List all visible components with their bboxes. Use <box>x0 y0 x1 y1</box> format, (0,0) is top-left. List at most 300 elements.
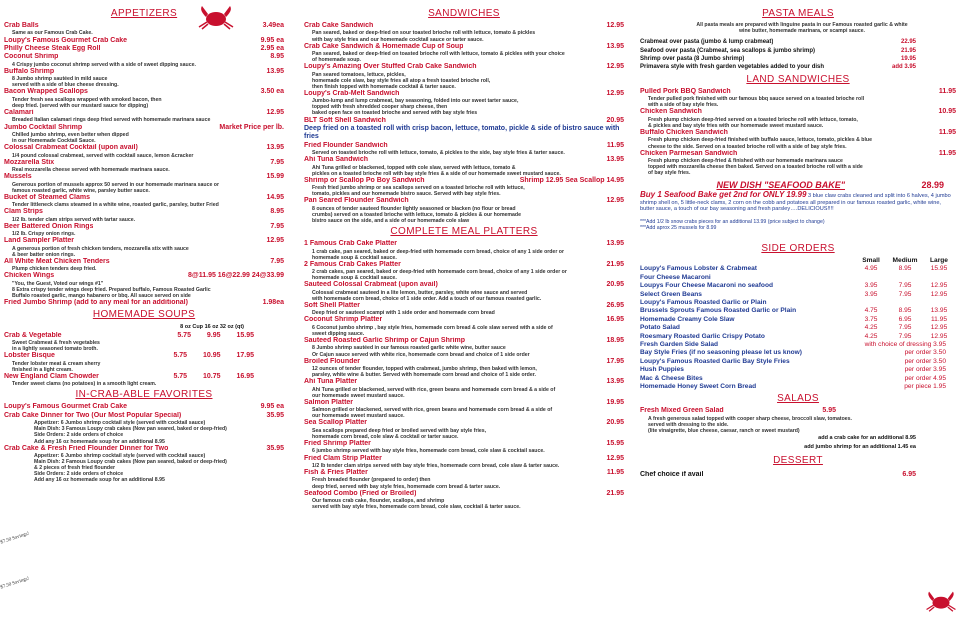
menu-item-desc: famous roasted garlic, white wine, parsley butter sauce. <box>12 187 150 194</box>
soup-desc: Tender lobster meat & cream sherry <box>12 360 101 367</box>
side-order-price <box>888 274 922 282</box>
pasta-header: PASTA MEALS <box>762 8 834 19</box>
menu-item-desc: Breaded Italian calamari rings deep fried served with homemade marinara sauce <box>12 117 211 124</box>
menu-item-name: Philly Cheese Steak Egg Roll <box>4 44 101 52</box>
side-order-name: Brussels Sprouts Famous Roasted Garlic or Plain <box>640 307 797 315</box>
side-order-price <box>854 274 888 282</box>
menu-item-price: 11.95 <box>938 149 956 157</box>
menu-item-desc: Tender pulled pork finished with our famous bbq sauce served on a toasted brioche roll <box>648 96 865 103</box>
side-order-row <box>640 291 956 299</box>
seafood-bake-promo <box>640 192 956 212</box>
side-order-price: per order 3.50 <box>904 349 946 357</box>
soup-list <box>4 323 284 387</box>
side-order-row <box>640 265 956 273</box>
menu-item-price: 8@11.95 16@22.99 24@33.99 <box>188 272 284 280</box>
menu-item-name: Beer Battered Onion Rings <box>4 222 94 230</box>
side-order-row <box>640 299 956 307</box>
menu-item-desc: homemade corn bread, cole slaw & cocktail or tarter sauce. <box>312 433 459 440</box>
menu-item-row <box>304 90 624 98</box>
side-order-name: Mac & Cheese Bites <box>640 374 703 382</box>
menu-item-name: Pan Seared Flounder Sandwich <box>304 197 409 205</box>
menu-item-row <box>640 55 956 63</box>
menu-item-desc: topped with fresh shredded cooper sharp cheese, then <box>312 104 448 111</box>
menu-item-desc: Deep fried or sauteed scampi with 1 side order and homemade corn bread <box>312 310 495 317</box>
favorite-detail: Appetizer: 6 Jumbo shrimp cocktail style (served with cocktail sauce) <box>34 420 206 427</box>
promo-text: 3 blue claw crabs cleaned and split into 6 halves, 4 jumbo shrimp shell on, 5 little-neck clams, 2 corn on the cobb and potatoes all prepared in our famous roasted garlic, white wine, butter sauce, a touch of our bay seasoning and fresh parsley….DELICIOUS!!!! <box>640 193 951 213</box>
soup-name: Lobster Bisque <box>4 352 55 360</box>
side-orders-table <box>640 257 956 392</box>
menu-item-desc: Same as our Famous Crab Cake. <box>12 30 93 37</box>
menu-item-price: 7.95 <box>270 222 284 230</box>
menu-item-row <box>304 490 624 498</box>
pasta-intro <box>640 22 956 34</box>
salad-desc: served with dressing to the side. <box>648 421 729 428</box>
menu-item-name: Shrimp or Scallop Po Boy Sandwich <box>304 176 425 184</box>
menu-item-desc: cheese to the side. Served on a toasted brioche roll with a side of bay style fries. <box>648 143 847 150</box>
menu-item-name: Mussels <box>4 173 32 181</box>
menu-item-row <box>4 68 284 76</box>
menu-item-name: Salmon Platter <box>304 398 354 406</box>
side-order-price: 8.95 <box>898 265 912 273</box>
menu-item-desc: Fresh plump chicken deep-fried finished with buffalo sauce, lettuce, tomato, pickles & blue <box>648 137 872 144</box>
side-order-price: 3.95 <box>864 290 878 298</box>
menu-item-row <box>304 469 624 477</box>
salad-section <box>640 407 956 451</box>
menu-item-row <box>4 45 284 53</box>
menu-item-name: Land Sampler Platter <box>4 237 75 245</box>
salad-addon-text: add jumbo shrimp for an additional 1.45 ea <box>804 443 916 450</box>
menu-item-price: Shrimp 12.95 Sea Scallop 14.95 <box>519 176 624 184</box>
side-order-price: per order 3.95 <box>904 366 946 374</box>
soup-row <box>4 352 284 360</box>
side-order-price: 8.95 <box>898 307 912 315</box>
menu-item-desc: then finish topped with homemade cocktail & tarter sauce. <box>312 83 456 90</box>
menu-item-desc: Fresh plump chicken deep-fried served on a toasted brioche roll with lettuce, tomato, <box>648 116 858 123</box>
soup-desc: in a lightly seasoned tomato broth. <box>12 346 98 353</box>
menu-item-price: add 3.95 <box>891 64 916 71</box>
menu-item-desc: tomato, pickles and our homemade bistro sauce. Served with bay style fries. <box>312 191 501 198</box>
side-order-name: Bay Style Fries (if no seasoning please let us know) <box>640 349 802 357</box>
menu-item-note: (add to any meal for an additional) <box>72 298 188 306</box>
menu-item-price: 13.95 <box>606 378 624 386</box>
menu-item-name: Crabmeat over pasta (jumbo & lump crabmeat) <box>640 39 774 46</box>
seafood-bake-price: 28.99 <box>921 180 944 191</box>
menu-item-price: 12.95 <box>266 237 284 245</box>
menu-item-price: 12.95 <box>606 22 624 29</box>
menu-item-name: Ahi Tuna Sandwich <box>304 156 369 164</box>
platter-list <box>304 240 624 510</box>
appetizers-header: APPETIZERS <box>110 8 178 19</box>
menu-item-name: Crab Cake Sandwich & Homemade Cup of Soup <box>304 42 464 50</box>
menu-item-name: 2 Famous Crab Cakes Platter <box>304 260 401 268</box>
menu-item-name: Chicken Sandwich <box>640 108 702 116</box>
menu-item-desc: Ahi Tuna grilled or blackened, served with rice, green beans and homemade corn bread & a side of <box>312 386 556 393</box>
menu-item-name: Bacon Wrapped Scallops <box>4 88 88 96</box>
menu-item-price: 12.95 <box>606 63 624 71</box>
menu-item-name: Sea Scallop Platter <box>304 419 368 427</box>
menu-column-left <box>4 6 284 484</box>
menu-item-desc: Sea scallops prepared deep fried or broiled served with bay style fries, <box>312 427 487 434</box>
menu-item-name: 1 Famous Crab Cake Platter <box>304 240 397 248</box>
side-order-row <box>640 282 956 290</box>
menu-item-name: Mozzarella Stix <box>4 158 55 166</box>
menu-item-name: Soft Shell Platter <box>304 301 361 309</box>
menu-item-desc: Real mozzarella cheese served with homemade marinara sauce. <box>12 167 170 173</box>
soup-prices: 5.75 9.95 15.95 <box>177 331 254 339</box>
menu-item-desc: bistro sauce on the side, and a side of our homemade cole slaw <box>312 218 470 225</box>
menu-item-row <box>304 63 624 71</box>
menu-item-name: Loupy's Amazing Over Stuffed Crab Cake Sandwich <box>304 63 477 71</box>
side-order-price: 3.95 <box>864 282 878 290</box>
side-order-price: 7.95 <box>898 324 912 332</box>
menu-item-name: Buffalo Shrimp <box>4 67 55 75</box>
side-order-row <box>640 383 956 391</box>
menu-item-row <box>4 272 284 280</box>
menu-item-row <box>4 173 284 181</box>
menu-item-price: 15.95 <box>606 440 624 447</box>
dessert-name: Chef choice if avail <box>640 470 704 478</box>
menu-item-name: Seafood Combo (Fried or Broiled) <box>304 489 417 497</box>
side-order-row <box>640 316 956 324</box>
promo-headline: Buy 1 Seafood Bake get 2nd for ONLY 19.99 <box>640 190 807 200</box>
menu-column-middle <box>304 6 624 510</box>
side-order-price: 4.75 <box>864 307 878 315</box>
menu-item-name: Coconut Shrimp Platter <box>304 316 383 324</box>
menu-item-name: Coconut Shrimp <box>4 53 59 61</box>
favorite-detail: Main Dish: 2 Famous Loupy crab cakes (Now pan seared, baked or deep-fried) <box>34 459 227 466</box>
sandwich-list <box>304 22 624 224</box>
menu-item-note: (Our Most Popular Special) <box>89 411 182 419</box>
menu-item-row <box>304 281 624 289</box>
menu-item-row <box>4 299 284 307</box>
side-order-row <box>640 366 956 374</box>
menu-item-price: 1.98ea <box>262 298 284 306</box>
menu-item-row <box>4 208 284 216</box>
menu-item-row <box>304 240 624 248</box>
menu-item-desc: parsley, white wine & butter. Served with homemade corn bread and choice of 1 side order. <box>312 372 536 379</box>
menu-item-desc: Buffalo roasted garlic, mango habanero or bbq. All sauce served on side <box>12 292 191 299</box>
menu-item-desc: 8 Jumbo shrimp sautéed in our famous roasted garlic white wine, butter sauce <box>312 345 506 352</box>
menu-item-price: 10.95 <box>938 108 956 116</box>
side-order-row <box>640 341 956 349</box>
menu-item-price: 8.95 <box>270 208 284 216</box>
side-order-price: 12.95 <box>930 332 948 340</box>
dessert-price: 6.95 <box>902 470 916 478</box>
seafood-bake-note: ***Add aprox 25 mussels for 8.99 <box>640 224 717 231</box>
menu-item-desc: Chilled jumbo shrimp, even better when dipped <box>12 131 129 138</box>
menu-item-name: Crab Cake Sandwich <box>304 22 374 29</box>
menu-item-desc: & pickles and bay style fries with our homemade sweet mustard sauce. <box>648 122 824 129</box>
menu-item-row <box>640 38 956 46</box>
menu-item-desc: with a side of bay style fries. <box>648 102 719 109</box>
side-order-name: Hush Puppies <box>640 366 684 374</box>
side-order-price <box>922 299 956 307</box>
menu-item-row <box>304 43 624 51</box>
menu-item-row <box>304 455 624 463</box>
menu-item-desc: 6 Coconut jumbo shrimp , bay style fries, homemade corn bread & cole slaw served with a side of <box>312 324 553 331</box>
menu-item-desc: in our Homemade Cocktail Sauce. <box>12 138 96 144</box>
side-order-price: 12.95 <box>930 282 948 290</box>
savings-tag: $7.50 Savings! <box>0 531 31 546</box>
menu-item-price: 20.95 <box>606 281 624 289</box>
menu-item-desc: Ahi Tuna grilled or blackened, topped with cole slaw, served with lettuce, tomato & <box>312 164 516 171</box>
menu-item-price: 14.95 <box>266 193 284 201</box>
menu-item-name: Sauteed Colossal Crabmeat (upon avail) <box>304 281 438 289</box>
menu-item-row <box>304 337 624 345</box>
menu-item-price: 9.95 ea <box>260 403 284 411</box>
side-order-price: 4.25 <box>864 324 878 332</box>
menu-item-desc: with bay style fries and our homemade cocktail sauce or tarter sauce. <box>312 36 484 43</box>
menu-item-row <box>4 445 284 453</box>
soup-name: New England Clam Chowder <box>4 372 99 380</box>
menu-item-desc: of homemade soup. <box>312 57 361 64</box>
menu-item-name: Crab Cake & Fresh Fried Flounder Dinner for Two <box>4 444 169 452</box>
favorite-detail: Add any 16 oz homemade soup for an additional 8.95 <box>34 477 165 484</box>
appetizer-list <box>4 22 284 307</box>
salad-desc: A fresh generous salad topped with cooper sharp cheese, broccoli slaw, tomatoes. <box>648 415 852 422</box>
menu-item-name: Sauteed Roasted Garlic Shrimp or Cajun Shrimp <box>304 337 466 345</box>
menu-item-price: 7.95 <box>270 257 284 265</box>
menu-item-desc: 2 crab cakes, pan seared, baked or deep-fried with homemade corn bread, choice of any 1 side order or <box>312 269 567 276</box>
menu-item-name: Ahi Tuna Platter <box>304 378 358 386</box>
soup-desc: finished in a light cream. <box>12 366 73 373</box>
menu-item-row <box>4 159 284 167</box>
menu-item-name: Fried Flounder Sandwich <box>304 141 388 149</box>
menu-item-name: Fish & Fries Platter <box>304 469 368 476</box>
favorites-header: IN-CRAB-ABLE FAVORITES <box>75 389 213 401</box>
menu-item-desc: topped with mozzarella cheese then baked. Served on a toasted brioche roll with a side <box>648 164 863 171</box>
menu-item-name: Pulled Pork BBQ Sandwich <box>640 87 731 95</box>
soup-sizes-row <box>4 323 284 331</box>
menu-item-price: 12.95 <box>606 89 624 97</box>
menu-item-desc: Fresh breaded flounder (prepared to order) then <box>312 477 431 484</box>
menu-item-name: Seafood over pasta (Crabmeat, sea scallops & jumbo shrimp) <box>640 47 816 54</box>
menu-item-price: 3.50 ea <box>260 88 284 96</box>
favorites-list <box>4 403 284 483</box>
side-order-name: Homemade Creamy Cole Slaw <box>640 315 735 323</box>
side-size-label: Large <box>930 256 948 264</box>
menu-item-desc: 12 ounces of tender flounder, topped with crabmeat, jumbo shrimp, then baked with lemon, <box>312 366 537 373</box>
soup-desc: Tender sweet clams (no potatoes) in a smooth light cream. <box>12 381 157 388</box>
menu-item-desc: deep fried, served with bay style fries, homemade corn bread & tarter sauce. <box>312 483 501 490</box>
menu-item-name: Shrimp over pasta (8 Jumbo shrimp) <box>640 56 745 62</box>
menu-item-price: 19.95 <box>606 398 624 406</box>
menu-item-row <box>4 144 284 152</box>
menu-item-row <box>4 258 284 266</box>
side-order-price: 13.95 <box>930 307 948 315</box>
menu-item-row <box>304 197 624 205</box>
menu-item-row <box>4 403 284 411</box>
side-order-price: 4.25 <box>864 332 878 340</box>
menu-item-desc: our homemade sweet mustard sauce. <box>312 413 405 420</box>
menu-item-row <box>640 129 956 137</box>
menu-item-price: 12.95 <box>606 454 624 462</box>
menu-item-price: 12.95 <box>266 109 284 116</box>
menu-item-desc: "You, the Guest, Voted our wings #1" <box>12 280 104 287</box>
salad-row <box>640 407 956 415</box>
menu-item-desc: Tender littleneck clams steamed in a white wine, roasted garlic, parsley, butter Fried <box>12 202 219 209</box>
menu-item-row <box>4 53 284 61</box>
salad-desc: (lite vinaigrette, blue cheese, caesar, ranch or sweet mustard) <box>648 428 800 434</box>
menu-item-desc: Served on toasted brioche roll with lettuce, tomato, & pickles to the side, bay style fries & tarter sauce. <box>312 150 565 157</box>
menu-item-desc: Salmon grilled or blackened, served with rice, green beans and homemade corn bread & a side of <box>312 407 553 414</box>
salads-header: SALADS <box>777 393 819 405</box>
menu-item-row <box>304 378 624 386</box>
menu-item-desc: 1 crab cake, pan seared, baked or deep-fried with homemade corn bread, choice of any 1 side order or <box>312 248 564 255</box>
side-size-label: Medium <box>892 256 918 264</box>
side-order-price: 7.95 <box>898 282 912 290</box>
menu-item-name: Buffalo Chicken Sandwich <box>640 129 728 136</box>
side-order-name: Loupy's Famous Roasted Garlic Bay Style Fries <box>640 357 790 365</box>
soup-sizes: 8 oz Cup 16 oz 32 oz (qt) <box>180 324 244 331</box>
menu-item-desc: Generous portion of mussels approx 50 served in our homemade marinara sauce or <box>12 181 219 188</box>
menu-item-name: Fried Shrimp Platter <box>304 440 371 447</box>
menu-item-desc: homemade soup & cocktail sauce. <box>312 254 397 261</box>
menu-item-price: 13.95 <box>266 144 284 152</box>
menu-item-name: Fried Clam Strip Platter <box>304 454 382 462</box>
menu-item-name: Crab Balls <box>4 22 39 29</box>
menu-item-desc: Fresh plump chicken deep-fried & finished with our homemade marinara sauce <box>648 158 843 164</box>
menu-item-price: 13.95 <box>606 240 624 248</box>
menu-item-row <box>304 261 624 269</box>
menu-item-desc: our homemade sweet mustard sauce. <box>312 392 405 399</box>
menu-item-name: Chicken Wings <box>4 272 55 280</box>
menu-item-note: (upon avail) <box>396 281 438 289</box>
menu-item-price: 11.95 <box>606 141 624 149</box>
menu-item-desc: 4 Crispy jumbo coconut shrimp served with a side of sweet dipping sauce. <box>12 61 196 68</box>
side-orders-size-header <box>640 257 956 265</box>
menu-item-row <box>4 237 284 245</box>
menu-item-price: 13.95 <box>606 42 624 50</box>
menu-item-desc: 8 Jumbo shrimp sautéed in mild sauce <box>12 76 108 83</box>
menu-item-note: (upon avail) <box>96 144 138 152</box>
side-order-name: Loupy's Famous Lobster & Crabmeat <box>640 265 757 273</box>
platters-header: COMPLETE MEAL PLATTERS <box>390 226 538 238</box>
soup-prices: 5.75 10.75 16.95 <box>173 372 254 380</box>
side-order-row <box>640 324 956 332</box>
menu-item-desc: Pan seared, baked or deep-fried on sour toasted brioche roll with lettuce, tomato & pickles <box>312 30 536 37</box>
menu-item-row <box>4 88 284 96</box>
menu-item-price: Market Price per lb. <box>219 123 284 131</box>
side-order-price: per order 4.95 <box>904 374 946 382</box>
side-order-price: with choice of dressing 3.95 <box>864 340 946 348</box>
seafood-bake-title: NEW DISH "SEAFOOD BAKE" <box>716 180 845 191</box>
land-sandwich-list <box>640 88 956 176</box>
salad-name: Fresh Mixed Green Salad <box>640 407 724 415</box>
side-order-row <box>640 274 956 282</box>
menu-item-row <box>304 156 624 164</box>
menu-item-row <box>4 194 284 202</box>
side-orders-header: SIDE ORDERS <box>761 242 835 254</box>
menu-item-name: Calamari <box>4 109 34 116</box>
favorite-detail: & 2 pieces of fresh fried flounder <box>34 465 115 472</box>
side-order-name: Roesmary Roasted Garlic Crispy Potato <box>640 332 765 340</box>
menu-item-desc: Plump chicken tenders deep fried. <box>12 266 97 273</box>
salad-price: 5.95 <box>822 407 836 415</box>
menu-item-price: 20.95 <box>606 419 624 427</box>
menu-item-desc: pickles on a toasted brioche roll with bay style fries & a side of our homemade sweet mustard sauce. <box>312 170 561 177</box>
side-order-row <box>640 358 956 366</box>
menu-item-row <box>304 177 624 185</box>
side-order-name: Loupy's Famous Roasted Garlic or Plain <box>640 298 767 306</box>
side-order-price: per piece 1.95 <box>904 383 946 390</box>
side-order-name: Fresh Garden Side Salad <box>640 340 719 348</box>
menu-item-row <box>4 223 284 231</box>
side-order-name: Homemade Honey Sweet Corn Bread <box>640 383 757 390</box>
menu-item-row <box>304 22 624 30</box>
menu-item-desc: A generous portion of fresh chicken tenders, mozzarella stix with sauce <box>12 245 189 252</box>
side-order-row <box>640 307 956 315</box>
menu-item-row <box>304 302 624 310</box>
menu-item-row <box>640 88 956 96</box>
menu-item-desc: Tender fresh sea scallops wrapped with smoked bacon, then <box>12 96 162 103</box>
side-size-label: Small <box>862 256 880 264</box>
dessert-row <box>640 471 956 479</box>
menu-item-name: BLT Soft Shell Sandwich <box>304 116 386 124</box>
menu-item-desc: Jumbo-lump and lump crabmeat, bay seasoning, folded into our sweet tarter sauce, <box>312 98 519 105</box>
side-order-price: 3.75 <box>864 315 878 323</box>
menu-item-desc: 1/2 lb tender clam strips served with bay style fries, homemade corn bread, cole slaw & tarter sauce. <box>312 462 560 469</box>
menu-item-price: 13.95 <box>606 156 624 164</box>
menu-item-desc: 1/2 lb. tender clam strips served with tartar sauce. <box>12 216 136 223</box>
menu-item-desc: 1/2 lb. Crispy onion rings. <box>12 231 76 238</box>
menu-item-row <box>4 37 284 45</box>
side-order-price: 7.95 <box>898 332 912 340</box>
menu-item-row <box>304 399 624 407</box>
menu-item-name: Fried Jumbo Shrimp (add to any meal for an additional) <box>4 298 188 306</box>
menu-item-row <box>304 440 624 448</box>
menu-item-price: 11.95 <box>938 87 956 95</box>
menu-item-name: Crab Cake Dinner for Two (Our Most Popular Special) <box>4 411 182 419</box>
menu-item-price: 11.95 <box>606 469 624 476</box>
menu-item-row <box>640 108 956 116</box>
soup-row <box>4 373 284 381</box>
menu-item-desc: deep fried. (served with our mustard sauce for dipping) <box>12 102 149 109</box>
dessert-header: DESSERT <box>773 454 823 466</box>
menu-item-desc: 8 ounces of tender sauteed flounder lightly seasoned or blacken (no flour or bread <box>312 205 516 212</box>
savings-tag: $7.50 Savings! <box>0 576 31 591</box>
crab-icon <box>924 588 958 614</box>
side-order-name: Potato Salad <box>640 324 680 332</box>
favorite-detail: Main Dish: 3 Famous Loupy crab cakes (Now pan seared, baked or deep-fried) <box>34 426 227 433</box>
menu-item-name: Broiled Flounder <box>304 357 360 365</box>
soups-header: HOMEMADE SOUPS <box>92 309 196 321</box>
menu-item-desc: Pan seared, baked or deep-fried on toasted brioche roll with lettuce, tomato & pickles with your choice <box>312 51 565 57</box>
menu-item-note: (Fried or Broiled) <box>357 489 417 497</box>
side-order-name: Four Cheese Macaroni <box>640 273 711 281</box>
menu-item-desc: & beer batter onion rings. <box>12 251 76 258</box>
side-order-price: 6.95 <box>898 315 912 323</box>
soup-desc: Sweet Crabmeat & fresh vegetables <box>12 340 100 347</box>
favorite-detail: Side Orders: 2 side orders of choice <box>34 432 124 439</box>
menu-item-price: 18.95 <box>606 337 624 345</box>
menu-item-price: 35.95 <box>266 411 284 419</box>
sandwiches-header: SANDWICHES <box>428 8 500 19</box>
menu-item-desc: Fresh fried jumbo shrimp or sea scallops served on a toasted brioche roll with lettuce, <box>312 185 525 192</box>
menu-item-row <box>304 358 624 366</box>
pasta-list <box>640 38 956 72</box>
soup-prices: 5.75 10.95 17.95 <box>173 352 254 360</box>
menu-item-desc: Or Cajun sauce served with white rice, homemade corn bread and choice of 1 side order <box>312 351 530 358</box>
menu-item-name: Bucket of Steamed Clams <box>4 193 90 201</box>
soup-row <box>4 332 284 340</box>
menu-item-price: 13.95 <box>266 67 284 75</box>
side-order-price: 15.95 <box>930 265 948 273</box>
menu-item-row <box>304 316 624 324</box>
salad-addon-text: add a crab cake for an additional 8.95 <box>818 435 916 442</box>
menu-item-name: Primavera style with fresh garden vegetables added to your dish <box>640 64 825 71</box>
menu-item-name: Jumbo Cocktail Shrimp <box>4 123 83 131</box>
